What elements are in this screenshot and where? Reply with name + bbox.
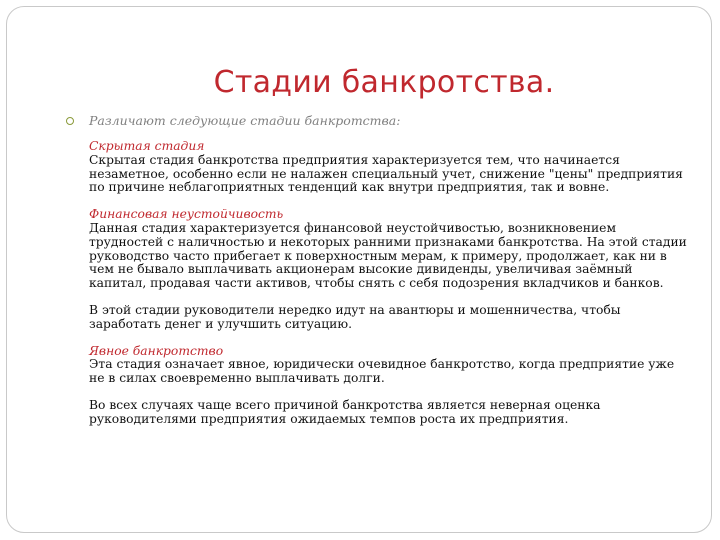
section-text: В этой стадии руководители нередко идут на авантюры и мошенничества, чтобы заработать денег и улучшить ситуацию. bbox=[89, 302, 621, 331]
section-explicit-bankruptcy bbox=[89, 345, 689, 386]
intro-text: Различают следующие стадии банкротства: bbox=[89, 113, 401, 128]
bullet-circle-icon bbox=[66, 117, 74, 125]
section-hidden-stage bbox=[89, 140, 689, 195]
section-financial-instability bbox=[89, 208, 689, 291]
slide-body bbox=[89, 140, 689, 440]
section-heading: Финансовая неустойчивость bbox=[89, 207, 284, 222]
section-text: Во всех случаях чаще всего причиной банкротства является неверная оценка руководителями предприятия ожидаемых темпов роста их предприятия. bbox=[89, 397, 601, 426]
section-text: Эта стадия означает явное, юридически очевидное банкротство, когда предприятие уже не в силах своевременно выплачивать долги. bbox=[89, 357, 675, 386]
section-text: Данная стадия характеризуется финансовой неустойчивостью, возникновением трудностей с наличностью и некоторых ранними признаками банкротства. На этой стадии руководство часто прибегает к поверхностным мерам, к примеру, продолжает, как ни в чем не бывало выплачивать акционерам высокие дивиденды, увеличивая заёмный капитал, продавая части активов, чтобы снять с себя подозрения вкладчиков и банков. bbox=[89, 220, 687, 291]
section-adventures-note bbox=[89, 304, 689, 332]
section-conclusion bbox=[89, 399, 689, 427]
section-heading: Скрытая стадия bbox=[89, 139, 205, 153]
section-text: Скрытая стадия банкротства предприятия характеризуется тем, что начинается незаметное, особенно если не налажен специальный учет, снижение "цены" предприятия по причине неблагоприятных тенденций как внутри предприятия, так и вовне. bbox=[89, 152, 683, 195]
section-heading: Явное банкротство bbox=[89, 343, 224, 358]
slide-title: Стадии банкротства. bbox=[213, 65, 555, 100]
